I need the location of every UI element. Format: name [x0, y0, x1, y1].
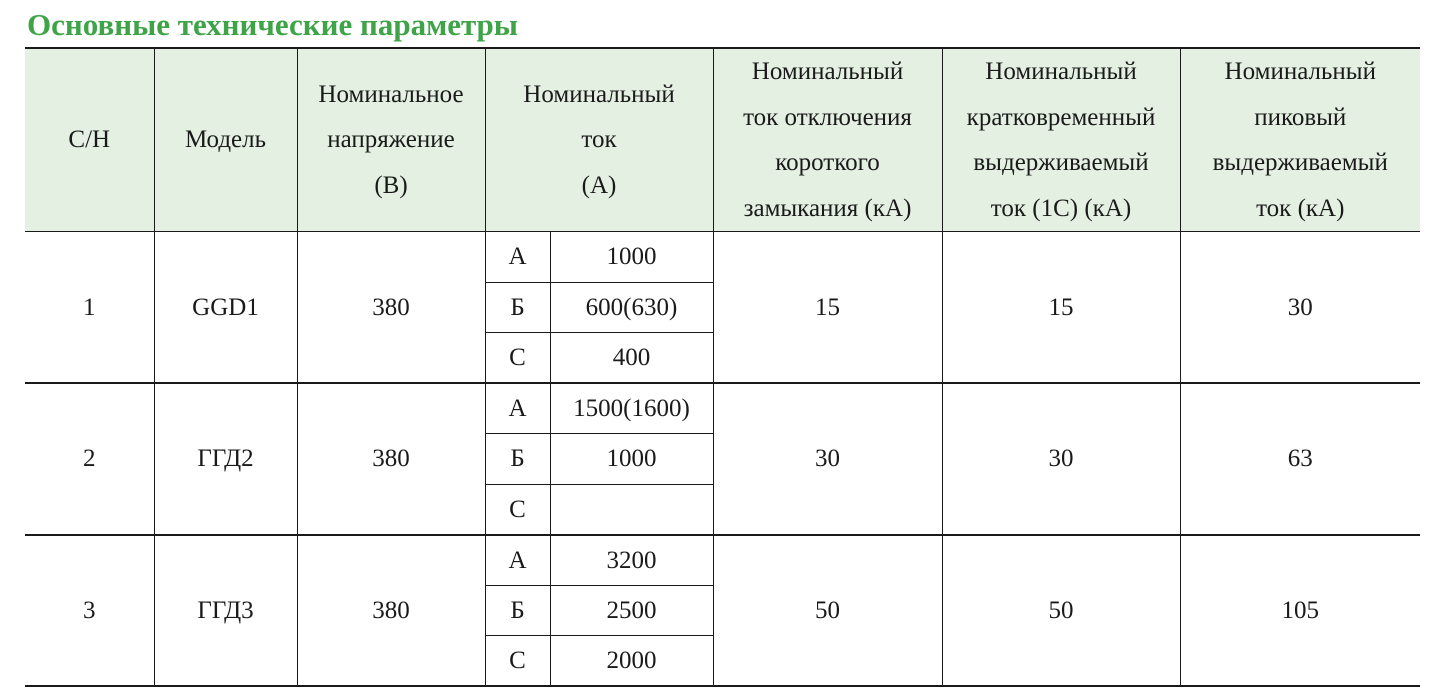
- cell-voltage: 380: [297, 232, 485, 384]
- cell-breaking: 30: [713, 383, 942, 535]
- header-voltage-line: (В): [374, 171, 408, 199]
- cell-current: 2000: [550, 636, 713, 687]
- cell-short-time: 50: [942, 535, 1180, 687]
- cell-grade: С: [485, 484, 550, 535]
- header-peak-line: пиковый: [1254, 103, 1347, 131]
- header-peak-line: Номинальный: [1224, 58, 1376, 85]
- cell-current: 400: [550, 333, 713, 384]
- cell-current: 1000: [550, 434, 713, 485]
- header-short-time-line: Номинальный: [985, 58, 1137, 85]
- cell-current: 1500(1600): [550, 383, 713, 434]
- header-model-label: Модель: [184, 126, 267, 154]
- cell-current: 3200: [550, 535, 713, 586]
- cell-current: 1000: [550, 232, 713, 283]
- cell-grade: С: [485, 333, 550, 384]
- cell-breaking: 50: [713, 535, 942, 687]
- header-breaking: [713, 48, 942, 232]
- cell-sn: 1: [25, 232, 154, 384]
- header-current-line: (А): [581, 171, 617, 199]
- cell-voltage: 380: [297, 535, 485, 687]
- cell-voltage: 380: [297, 383, 485, 535]
- header-current-line: Номинальный: [523, 80, 675, 108]
- header-short-time-line: кратковременный: [966, 103, 1156, 131]
- cell-short-time: 15: [942, 232, 1180, 384]
- cell-grade: С: [485, 636, 550, 687]
- cell-sn: 2: [25, 383, 154, 535]
- header-peak-line: выдерживаемый: [1212, 149, 1388, 176]
- header-sn-label: С/Н: [68, 126, 111, 154]
- header-breaking-line: ток отключения: [743, 103, 912, 131]
- header-short-time-line: выдерживаемый: [973, 149, 1149, 176]
- cell-current: 600(630): [550, 282, 713, 333]
- header-voltage-line: напряжение: [327, 126, 455, 154]
- header-voltage-line: Номинальное: [318, 80, 464, 108]
- cell-current: 2500: [550, 585, 713, 636]
- cell-model: ГГД2: [154, 383, 297, 535]
- header-breaking-line: замыкания (кА): [743, 194, 912, 222]
- table-row: [25, 535, 1420, 586]
- cell-peak: 105: [1180, 535, 1420, 687]
- cell-short-time: 30: [942, 383, 1180, 535]
- header-breaking-line: Номинальный: [751, 58, 904, 85]
- table-row: [25, 383, 1420, 434]
- cell-model: GGD1: [154, 232, 297, 384]
- header-voltage: [297, 48, 485, 232]
- header-sn: [25, 48, 154, 232]
- technical-parameters-table: [25, 47, 1420, 687]
- cell-sn: 3: [25, 535, 154, 687]
- header-peak-line: ток (кА): [1256, 194, 1345, 222]
- header-short-time-line: ток (1С) (кА): [990, 194, 1132, 222]
- cell-peak: 30: [1180, 232, 1420, 384]
- cell-grade: А: [485, 535, 550, 586]
- cell-grade: Б: [485, 434, 550, 485]
- page-title: Основные технические параметры: [27, 7, 519, 42]
- cell-current: [550, 484, 713, 535]
- header-current-line: ток: [581, 126, 617, 154]
- header-short-time: [942, 48, 1180, 232]
- header-breaking-line: короткого: [775, 149, 880, 176]
- header-current: [485, 48, 713, 232]
- header-row: [25, 48, 1420, 232]
- header-peak: [1180, 48, 1420, 232]
- header-model: [154, 48, 297, 232]
- table-row: [25, 232, 1420, 283]
- cell-breaking: 15: [713, 232, 942, 384]
- cell-grade: Б: [485, 282, 550, 333]
- cell-grade: А: [485, 232, 550, 283]
- cell-grade: А: [485, 383, 550, 434]
- cell-model: ГГД3: [154, 535, 297, 687]
- cell-peak: 63: [1180, 383, 1420, 535]
- cell-grade: Б: [485, 585, 550, 636]
